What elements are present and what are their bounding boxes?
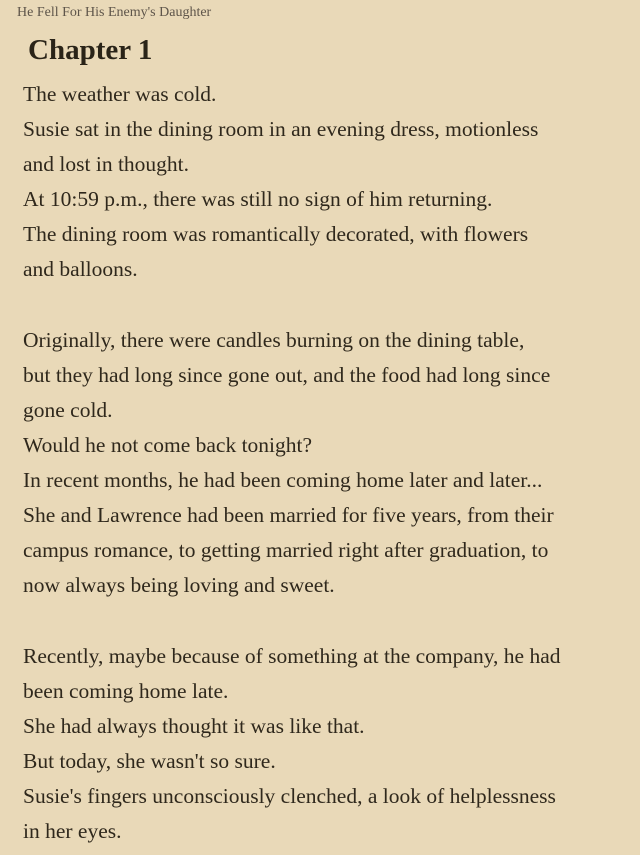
text-line: but they had long since gone out, and the food had long since (23, 362, 551, 387)
text-line: been coming home late. (23, 678, 229, 703)
text-line: Would he not come back tonight? (23, 432, 313, 457)
text-line: The weather was cold. (23, 82, 217, 106)
paragraph-break (23, 288, 623, 323)
text-line: campus romance, to getting married right after graduation, to (23, 538, 549, 563)
text-line: in her eyes. (23, 818, 122, 843)
text-line: gone cold. (23, 397, 113, 422)
book-title: He Fell For His Enemy's Daughter (17, 5, 212, 20)
reading-text[interactable] (23, 77, 623, 849)
text-line: Susie sat in the dining room in an evening dress, motionless (23, 117, 539, 142)
text-line: The dining room was romantically decorated, with flowers (23, 222, 529, 247)
text-line: and lost in thought. (23, 152, 190, 177)
text-line: In recent months, he had been coming home later and later... (23, 468, 543, 493)
text-line: Susie's fingers unconsciously clenched, a look of helplessness (23, 783, 556, 808)
paragraph-break (23, 603, 623, 638)
chapter-title: Chapter 1 (28, 34, 153, 66)
text-line: now always being loving and sweet. (23, 573, 335, 598)
text-line: Originally, there were candles burning on the dining table, (23, 327, 525, 352)
text-line: She had always thought it was like that. (23, 713, 365, 738)
text-line: But today, she wasn't so sure. (23, 748, 276, 773)
text-line: At 10:59 p.m., there was still no sign of him returning. (23, 187, 493, 212)
text-line: Recently, maybe because of something at the company, he had (23, 643, 561, 668)
text-line: and balloons. (23, 257, 138, 282)
text-line: She and Lawrence had been married for five years, from their (23, 503, 554, 528)
